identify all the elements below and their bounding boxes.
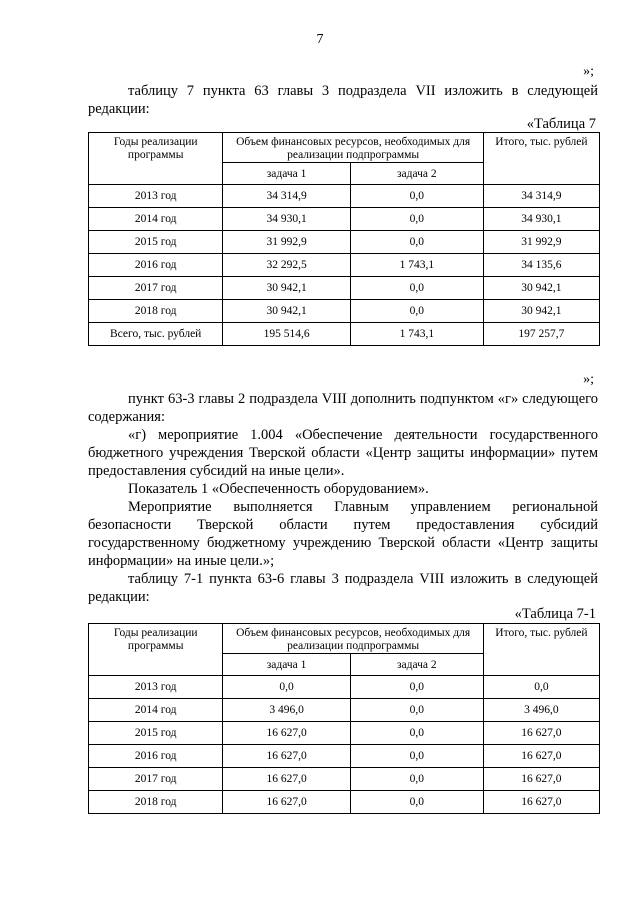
table-row [89, 791, 600, 814]
cell-task2: 0,0 [350, 300, 483, 323]
cell-year: 2018 год [89, 791, 223, 814]
header-task1: задача 1 [223, 654, 350, 676]
cell-task2: 0,0 [350, 231, 483, 254]
cell-total: 34 314,9 [483, 185, 599, 208]
closing-quote-2: »; [583, 372, 594, 387]
table7-1-caption: «Таблица 7-1 [514, 606, 596, 622]
cell-total: 16 627,0 [483, 768, 599, 791]
cell-task1: 30 942,1 [223, 300, 350, 323]
cell-task1: 16 627,0 [223, 791, 350, 814]
cell-total: 16 627,0 [483, 791, 599, 814]
table7-caption: «Таблица 7 [526, 116, 596, 132]
cell-task2: 0,0 [350, 208, 483, 231]
cell-task1: 34 930,1 [223, 208, 350, 231]
table-row [89, 185, 600, 208]
cell-year: 2018 год [89, 300, 223, 323]
cell-task1: 16 627,0 [223, 768, 350, 791]
table-row [89, 254, 600, 277]
table7-body [89, 185, 600, 346]
table-row [89, 745, 600, 768]
cell-year: 2014 год [89, 699, 223, 722]
cell-task2: 0,0 [350, 277, 483, 300]
cell-year: 2015 год [89, 722, 223, 745]
table-row [89, 699, 600, 722]
cell-year: 2017 год [89, 277, 223, 300]
table-row [89, 722, 600, 745]
table-7 [88, 132, 600, 346]
table-row [89, 300, 600, 323]
cell-task1: 32 292,5 [223, 254, 350, 277]
cell-total: 31 992,9 [483, 231, 599, 254]
paragraph-table7-intro: таблицу 7 пункта 63 главы 3 подраздела VII изложить в следующей редакции: [88, 83, 598, 117]
cell-task2: 0,0 [350, 722, 483, 745]
cell-task1: 195 514,6 [223, 323, 350, 346]
cell-total: 30 942,1 [483, 277, 599, 300]
closing-quote: »; [583, 64, 594, 79]
cell-total: 3 496,0 [483, 699, 599, 722]
cell-task2: 1 743,1 [350, 323, 483, 346]
cell-task2: 0,0 [350, 699, 483, 722]
header-total: Итого, тыс. рублей [483, 133, 599, 185]
paragraph-measure-executor: Мероприятие выполняется Главным управлением региональной безопасности Тверской области путем предоставления субсидий государственному бюджетному учреждению Тверской области «Центр защиты информации» на иные цели.»; [88, 499, 598, 569]
cell-year: Всего, тыс. рублей [89, 323, 223, 346]
cell-task2: 0,0 [350, 745, 483, 768]
cell-task2: 0,0 [350, 676, 483, 699]
cell-total: 16 627,0 [483, 745, 599, 768]
cell-year: 2016 год [89, 254, 223, 277]
cell-task1: 31 992,9 [223, 231, 350, 254]
cell-task2: 0,0 [350, 768, 483, 791]
page-number: 7 [316, 32, 324, 47]
paragraph-indicator: Показатель 1 «Обеспеченность оборудованием». [128, 481, 429, 497]
cell-year: 2017 год [89, 768, 223, 791]
cell-year: 2016 год [89, 745, 223, 768]
cell-total: 16 627,0 [483, 722, 599, 745]
header-task1: задача 1 [223, 163, 350, 185]
table-row [89, 768, 600, 791]
cell-task1: 3 496,0 [223, 699, 350, 722]
table-7-1 [88, 623, 600, 814]
cell-total: 197 257,7 [483, 323, 599, 346]
cell-year: 2013 год [89, 676, 223, 699]
table-row [89, 323, 600, 346]
table7-1-body [89, 676, 600, 814]
header-task2: задача 2 [350, 163, 483, 185]
cell-total: 34 930,1 [483, 208, 599, 231]
header-task2: задача 2 [350, 654, 483, 676]
cell-task2: 1 743,1 [350, 254, 483, 277]
table-row [89, 231, 600, 254]
header-years: Годы реализации программы [89, 624, 223, 676]
cell-year: 2013 год [89, 185, 223, 208]
cell-task1: 34 314,9 [223, 185, 350, 208]
table-row [89, 277, 600, 300]
cell-year: 2014 год [89, 208, 223, 231]
cell-task1: 30 942,1 [223, 277, 350, 300]
cell-task1: 16 627,0 [223, 745, 350, 768]
cell-total: 34 135,6 [483, 254, 599, 277]
cell-total: 0,0 [483, 676, 599, 699]
paragraph-table7-1-intro: таблицу 7-1 пункта 63-6 главы 3 подраздела VIII изложить в следующей редакции: [88, 571, 598, 605]
header-total: Итого, тыс. рублей [483, 624, 599, 676]
cell-task1: 0,0 [223, 676, 350, 699]
table-row [89, 208, 600, 231]
cell-year: 2015 год [89, 231, 223, 254]
cell-task2: 0,0 [350, 185, 483, 208]
cell-task2: 0,0 [350, 791, 483, 814]
cell-task1: 16 627,0 [223, 722, 350, 745]
header-years: Годы реализации программы [89, 133, 223, 185]
header-volume: Объем финансовых ресурсов, необходимых для реализации подпрограммы [223, 624, 483, 654]
paragraph-measure-g: «г) мероприятие 1.004 «Обеспечение деятельности государственного бюджетного учреждения Тверской области «Центр защиты информации» путем предоставления субсидий на иные цели». [88, 427, 598, 479]
table-row [89, 676, 600, 699]
header-volume: Объем финансовых ресурсов, необходимых для реализации подпрограммы [223, 133, 483, 163]
paragraph-63-3: пункт 63-3 главы 2 подраздела VIII дополнить подпунктом «г» следующего содержания: [88, 391, 598, 425]
cell-total: 30 942,1 [483, 300, 599, 323]
